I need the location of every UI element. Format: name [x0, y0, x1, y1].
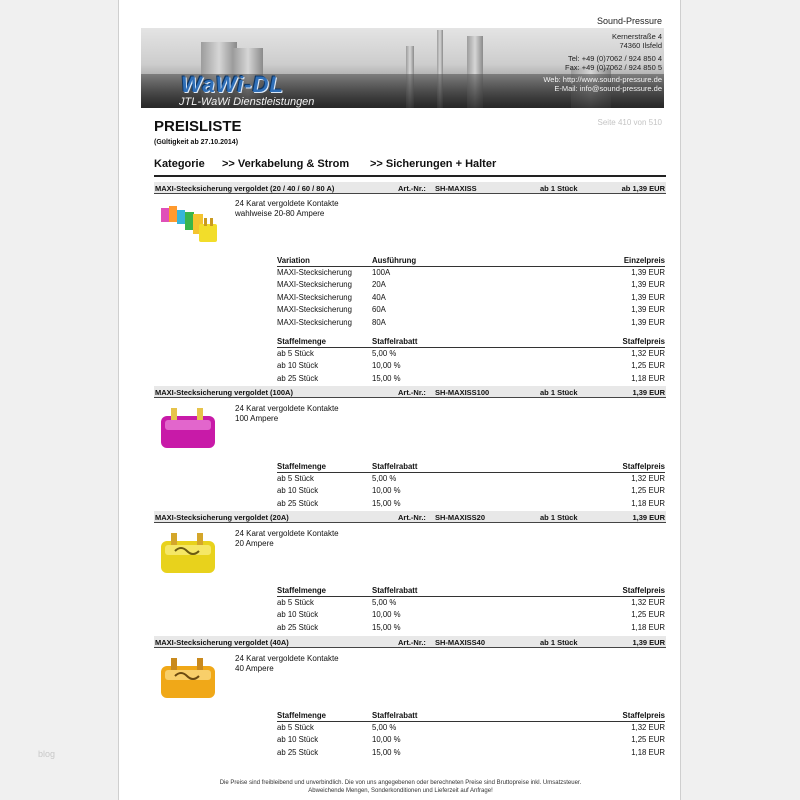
table-cell: 1,18 EUR	[631, 498, 665, 508]
breadcrumb	[154, 158, 666, 177]
product-price: 1,39 EUR	[632, 513, 665, 522]
product-description-line1: 24 Karat vergoldete Kontakte	[235, 529, 339, 538]
table-row	[277, 746, 665, 759]
table-cell: 1,18 EUR	[631, 622, 665, 632]
product-name: MAXI-Stecksicherung vergoldet (20A)	[155, 513, 289, 522]
price-list-page	[118, 0, 681, 800]
table-cell: ab 25 Stück	[277, 622, 319, 632]
table-cell: 100A	[372, 268, 391, 277]
table-row	[277, 266, 665, 279]
variation-version-header: Ausführung	[372, 255, 532, 266]
table-row	[277, 485, 665, 498]
table-row	[277, 621, 665, 634]
table-cell: ab 10 Stück	[277, 361, 319, 371]
art-number: SH-MAXISS100	[435, 388, 490, 397]
table-cell: 20A	[372, 280, 386, 290]
table-row	[277, 279, 665, 292]
tier-qty-header: Staffelmenge	[277, 585, 372, 596]
magenta-fuse-icon	[157, 404, 219, 454]
product-description-line2: 40 Ampere	[235, 663, 274, 673]
table-cell: 5,00 %	[372, 598, 397, 607]
tier-price-header: Staffelpreis	[532, 336, 665, 347]
art-label: Art.-Nr.:	[398, 388, 426, 397]
company-web[interactable]: Web: http://www.sound-pressure.de	[543, 75, 662, 84]
table-cell: 40A	[372, 292, 386, 302]
company-email[interactable]: E-Mail: info@sound-pressure.de	[554, 84, 662, 93]
variation-price-header: Einzelpreis	[532, 255, 665, 266]
product-description-line2: 20 Ampere	[235, 538, 274, 548]
table-cell: 1,32 EUR	[631, 723, 665, 732]
table-cell: 10,00 %	[372, 361, 401, 371]
table-cell: MAXI-Stecksicherung	[277, 292, 352, 302]
table-cell: 1,39 EUR	[631, 305, 665, 315]
table-cell: 15,00 %	[372, 622, 401, 632]
breadcrumb-category: Kategorie	[154, 158, 205, 170]
logo-subtitle: JTL-WaWi Dienstleistungen	[179, 96, 315, 108]
table-cell: ab 5 Stück	[277, 598, 314, 607]
table-row	[277, 472, 665, 485]
company-name: Sound-Pressure	[596, 16, 662, 26]
breadcrumb-level1[interactable]: >> Verkabelung & Strom	[222, 158, 350, 170]
product-header	[154, 511, 666, 523]
min-quantity: ab 1 Stück	[540, 388, 578, 397]
table-row	[277, 609, 665, 622]
table-cell: ab 25 Stück	[277, 747, 319, 757]
art-number: SH-MAXISS	[435, 184, 477, 193]
product-description-line2: 100 Ampere	[235, 413, 279, 423]
tier-discount-header: Staffelrabatt	[372, 461, 532, 472]
table-cell: ab 10 Stück	[277, 486, 319, 496]
watermark-text: blog	[38, 749, 56, 759]
table-cell: 15,00 %	[372, 498, 401, 508]
table-cell: 1,25 EUR	[631, 735, 665, 745]
tier-price-header: Staffelpreis	[532, 461, 665, 472]
product-header	[154, 182, 666, 194]
variation-table	[277, 255, 665, 329]
table-cell: 5,00 %	[372, 723, 397, 732]
table-row	[277, 291, 665, 304]
tier-price-table	[277, 585, 665, 634]
art-label: Art.-Nr.:	[398, 638, 426, 647]
company-phone: Tel: +49 (0)7062 / 924 850 4	[567, 54, 662, 63]
product-header	[154, 636, 666, 648]
table-cell: 80A	[372, 317, 386, 327]
table-cell: MAXI-Stecksicherung	[277, 268, 352, 277]
tier-qty-header: Staffelmenge	[277, 710, 372, 721]
art-number: SH-MAXISS20	[435, 513, 486, 522]
table-cell: ab 5 Stück	[277, 723, 314, 732]
logo: WaWi-DL	[181, 72, 284, 97]
table-cell: 60A	[372, 305, 386, 315]
table-cell: 1,32 EUR	[631, 349, 665, 358]
table-row	[277, 347, 665, 360]
product-name: MAXI-Stecksicherung vergoldet (40A)	[155, 638, 289, 647]
table-cell: ab 5 Stück	[277, 349, 314, 358]
table-row	[277, 497, 665, 510]
tier-price-table	[277, 710, 665, 759]
table-cell: 10,00 %	[372, 610, 401, 620]
variation-header: Variation	[277, 255, 372, 266]
company-city: 74360 Ilsfeld	[619, 41, 662, 50]
table-row	[277, 316, 665, 329]
table-cell: ab 5 Stück	[277, 474, 314, 483]
table-cell: MAXI-Stecksicherung	[277, 317, 352, 327]
table-cell: 1,39 EUR	[631, 280, 665, 290]
product-description-line1: 24 Karat vergoldete Kontakte	[235, 654, 339, 663]
page-title: PREISLISTE	[154, 118, 242, 135]
table-cell: 1,18 EUR	[631, 373, 665, 383]
footer	[119, 779, 682, 795]
table-cell: 1,25 EUR	[631, 610, 665, 620]
product-price: 1,39 EUR	[632, 638, 665, 647]
art-label: Art.-Nr.:	[398, 513, 426, 522]
product-price: ab 1,39 EUR	[621, 184, 665, 193]
table-cell: ab 25 Stück	[277, 498, 319, 508]
tier-qty-header: Staffelmenge	[277, 336, 372, 347]
table-cell: ab 25 Stück	[277, 373, 319, 383]
table-cell: 1,25 EUR	[631, 486, 665, 496]
product-description-line1: 24 Karat vergoldete Kontakte	[235, 199, 339, 208]
table-cell: 15,00 %	[372, 373, 401, 383]
product-description-line1: 24 Karat vergoldete Kontakte	[235, 404, 339, 413]
table-cell: ab 10 Stück	[277, 735, 319, 745]
art-label: Art.-Nr.:	[398, 184, 426, 193]
table-cell: 1,39 EUR	[631, 317, 665, 327]
validity-date: (Gültigkeit ab 27.10.2014)	[154, 139, 239, 146]
tier-discount-header: Staffelrabatt	[372, 585, 532, 596]
yellow-fuse-icon	[157, 529, 219, 579]
footer-line1: Die Preise sind freibleibend und unverbindlich. Die von uns angegebenen oder berechneten Preise sind Bruttopreise inkl. Umsatzsteuer.	[219, 780, 582, 786]
tier-discount-header: Staffelrabatt	[372, 710, 532, 721]
tier-price-table	[277, 336, 665, 385]
table-row	[277, 596, 665, 609]
table-cell: MAXI-Stecksicherung	[277, 305, 352, 315]
product-price: 1,39 EUR	[632, 388, 665, 397]
tier-price-header: Staffelpreis	[532, 585, 665, 596]
art-number: SH-MAXISS40	[435, 638, 486, 647]
min-quantity: ab 1 Stück	[540, 184, 578, 193]
product-name: MAXI-Stecksicherung vergoldet (100A)	[155, 388, 293, 397]
table-cell: 1,39 EUR	[631, 268, 665, 277]
table-row	[277, 304, 665, 317]
table-cell: 1,39 EUR	[631, 292, 665, 302]
table-cell: 1,32 EUR	[631, 598, 665, 607]
page-count: Seite 410 von 510	[597, 118, 662, 127]
multicolor-fuses-icon	[157, 198, 221, 246]
table-row	[277, 372, 665, 385]
tier-discount-header: Staffelrabatt	[372, 336, 532, 347]
table-cell: ab 10 Stück	[277, 610, 319, 620]
company-fax: Fax: +49 (0)7062 / 924 850 5	[565, 63, 662, 72]
table-cell: 1,25 EUR	[631, 361, 665, 371]
tier-price-table	[277, 461, 665, 510]
orange-fuse-icon	[157, 654, 219, 704]
product-header	[154, 386, 666, 398]
tier-qty-header: Staffelmenge	[277, 461, 372, 472]
table-cell: 5,00 %	[372, 349, 397, 358]
footer-line2: Abweichende Mengen, Sonderkonditionen und Lieferzeit auf Anfrage!	[308, 788, 493, 794]
table-row	[277, 734, 665, 747]
table-cell: 1,18 EUR	[631, 747, 665, 757]
min-quantity: ab 1 Stück	[540, 638, 578, 647]
table-row	[277, 721, 665, 734]
table-cell: 5,00 %	[372, 474, 397, 483]
min-quantity: ab 1 Stück	[540, 513, 578, 522]
product-description-line2: wahlweise 20-80 Ampere	[235, 208, 325, 218]
company-street: Kernerstraße 4	[611, 32, 662, 41]
table-cell: 15,00 %	[372, 747, 401, 757]
table-cell: 10,00 %	[372, 486, 401, 496]
breadcrumb-level2[interactable]: >> Sicherungen + Halter	[370, 158, 497, 170]
table-cell: MAXI-Stecksicherung	[277, 280, 352, 290]
product-name: MAXI-Stecksicherung vergoldet (20 / 40 / 60 / 80 A)	[155, 184, 335, 193]
table-cell: 1,32 EUR	[631, 474, 665, 483]
tier-price-header: Staffelpreis	[532, 710, 665, 721]
table-row	[277, 360, 665, 373]
table-cell: 10,00 %	[372, 735, 401, 745]
